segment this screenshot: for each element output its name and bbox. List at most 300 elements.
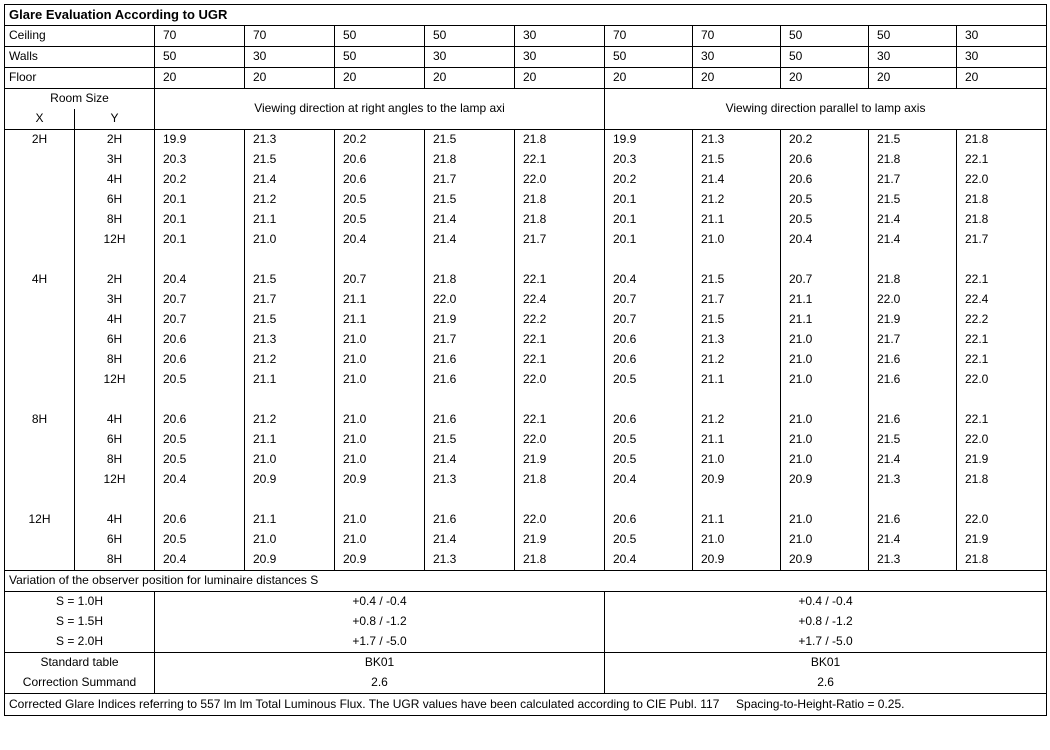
ugr-value: 20.5 xyxy=(605,450,693,470)
ugr-value: 21.0 xyxy=(335,530,425,550)
ugr-value: 20.5 xyxy=(155,430,245,450)
ugr-value: 20.5 xyxy=(605,530,693,550)
y-value: 6H xyxy=(75,530,155,550)
ugr-value: 22.0 xyxy=(515,170,605,190)
x-value-empty xyxy=(5,230,75,250)
ugr-value: 20.6 xyxy=(335,170,425,190)
y-value: 4H xyxy=(75,410,155,430)
table-row xyxy=(5,270,1047,290)
ugr-value: 20.7 xyxy=(605,290,693,310)
ugr-value: 20.5 xyxy=(155,370,245,390)
ugr-value: 21.0 xyxy=(245,530,335,550)
y-value: 3H xyxy=(75,290,155,310)
ceiling-value: 70 xyxy=(605,26,693,47)
ugr-value: 21.8 xyxy=(515,210,605,230)
spacer-cell xyxy=(869,390,957,410)
spacer-cell xyxy=(605,390,693,410)
ugr-value: 21.5 xyxy=(245,150,335,170)
ugr-value: 20.6 xyxy=(335,150,425,170)
ceiling-value: 70 xyxy=(693,26,781,47)
page-title: Glare Evaluation According to UGR xyxy=(5,5,1047,26)
variation-name: S = 1.5H xyxy=(5,612,155,632)
ugr-value: 20.1 xyxy=(155,210,245,230)
y-value: 2H xyxy=(75,130,155,151)
ugr-value: 21.3 xyxy=(869,550,957,571)
ceiling-value: 50 xyxy=(781,26,869,47)
floor-value: 20 xyxy=(781,68,869,89)
ugr-value: 20.4 xyxy=(155,470,245,490)
spacer-cell xyxy=(5,490,75,510)
ugr-value: 22.1 xyxy=(515,330,605,350)
ugr-value: 21.8 xyxy=(957,190,1047,210)
walls-value: 50 xyxy=(335,47,425,68)
ugr-value: 21.4 xyxy=(869,210,957,230)
ugr-value: 20.4 xyxy=(155,550,245,571)
spacer-cell xyxy=(515,490,605,510)
table-row xyxy=(5,170,1047,190)
ugr-value: 21.4 xyxy=(425,230,515,250)
ugr-value: 21.4 xyxy=(869,230,957,250)
section-header-row xyxy=(5,89,1047,110)
spacer-cell xyxy=(957,490,1047,510)
spacer-cell xyxy=(245,390,335,410)
viewing-direction-parallel-header: Viewing direction parallel to lamp axis xyxy=(605,89,1047,130)
ugr-value: 21.0 xyxy=(781,370,869,390)
correction-summand-label: Correction Summand xyxy=(5,673,155,694)
ugr-value: 20.5 xyxy=(155,530,245,550)
ugr-value: 22.1 xyxy=(957,410,1047,430)
ugr-value: 20.2 xyxy=(155,170,245,190)
ugr-value: 20.2 xyxy=(781,130,869,151)
ugr-value: 20.9 xyxy=(335,470,425,490)
ugr-value: 21.4 xyxy=(425,450,515,470)
walls-value: 30 xyxy=(693,47,781,68)
y-value: 8H xyxy=(75,350,155,370)
ugr-value: 20.7 xyxy=(605,310,693,330)
variation-name: S = 1.0H xyxy=(5,592,155,613)
spacer-cell xyxy=(335,250,425,270)
ugr-value: 21.0 xyxy=(693,530,781,550)
floor-value: 20 xyxy=(335,68,425,89)
x-value: 2H xyxy=(5,130,75,151)
reflectance-row-walls xyxy=(5,47,1047,68)
standard-table-left: BK01 xyxy=(155,653,605,674)
ugr-value: 21.3 xyxy=(869,470,957,490)
y-value: 4H xyxy=(75,170,155,190)
ugr-value: 21.1 xyxy=(245,510,335,530)
ugr-value: 20.6 xyxy=(155,410,245,430)
y-value: 8H xyxy=(75,210,155,230)
x-value-empty xyxy=(5,370,75,390)
y-value: 12H xyxy=(75,470,155,490)
ugr-value: 21.4 xyxy=(693,170,781,190)
ugr-value: 22.1 xyxy=(957,330,1047,350)
x-value-empty xyxy=(5,210,75,230)
ugr-value: 21.8 xyxy=(425,270,515,290)
ugr-value: 21.6 xyxy=(869,350,957,370)
ugr-value: 21.0 xyxy=(781,530,869,550)
footer-spacing-ratio: Spacing-to-Height-Ratio = 0.25. xyxy=(736,697,905,712)
floor-value: 20 xyxy=(245,68,335,89)
floor-value: 20 xyxy=(605,68,693,89)
ugr-value: 21.3 xyxy=(245,130,335,151)
spacer-cell xyxy=(693,390,781,410)
ugr-value: 21.5 xyxy=(693,310,781,330)
ugr-value: 22.2 xyxy=(515,310,605,330)
ugr-value: 20.7 xyxy=(781,270,869,290)
ugr-value: 20.4 xyxy=(155,270,245,290)
ugr-value: 22.1 xyxy=(957,150,1047,170)
ugr-value: 22.0 xyxy=(957,370,1047,390)
table-row xyxy=(5,310,1047,330)
footer-note-cell xyxy=(5,694,1047,716)
ugr-value: 21.5 xyxy=(245,310,335,330)
ugr-value: 21.6 xyxy=(869,370,957,390)
standard-table-label: Standard table xyxy=(5,653,155,674)
table-row xyxy=(5,130,1047,151)
ugr-value: 21.8 xyxy=(957,210,1047,230)
ceiling-value: 50 xyxy=(869,26,957,47)
table-row xyxy=(5,510,1047,530)
ugr-value: 21.0 xyxy=(335,430,425,450)
ugr-value: 21.6 xyxy=(869,510,957,530)
ugr-value: 21.4 xyxy=(425,210,515,230)
ugr-value: 22.0 xyxy=(515,510,605,530)
floor-value: 20 xyxy=(693,68,781,89)
ugr-value: 20.4 xyxy=(605,470,693,490)
spacer-cell xyxy=(155,250,245,270)
ugr-value: 21.9 xyxy=(869,310,957,330)
ugr-value: 21.0 xyxy=(245,450,335,470)
spacer-cell xyxy=(75,250,155,270)
table-row xyxy=(5,430,1047,450)
spacer-cell xyxy=(75,390,155,410)
ugr-value: 20.4 xyxy=(781,230,869,250)
ugr-value: 22.0 xyxy=(515,370,605,390)
walls-value: 30 xyxy=(245,47,335,68)
x-value-empty xyxy=(5,330,75,350)
ugr-value: 21.3 xyxy=(425,550,515,571)
spacer-cell xyxy=(75,490,155,510)
x-value-empty xyxy=(5,150,75,170)
spacer-cell xyxy=(781,390,869,410)
ugr-value: 21.8 xyxy=(515,550,605,571)
table-row xyxy=(5,330,1047,350)
ceiling-value: 70 xyxy=(155,26,245,47)
x-value-empty xyxy=(5,550,75,571)
ugr-value: 20.4 xyxy=(605,550,693,571)
ugr-value: 22.1 xyxy=(515,270,605,290)
ugr-table xyxy=(4,4,1047,716)
x-value-empty xyxy=(5,430,75,450)
ugr-value: 22.0 xyxy=(869,290,957,310)
reflectance-row-ceiling xyxy=(5,26,1047,47)
spacer-cell xyxy=(515,390,605,410)
variation-row xyxy=(5,612,1047,632)
ugr-value: 21.2 xyxy=(693,410,781,430)
ugr-value: 21.0 xyxy=(245,230,335,250)
standard-table-row xyxy=(5,653,1047,674)
ugr-value: 20.1 xyxy=(605,210,693,230)
table-row xyxy=(5,150,1047,170)
ugr-value: 21.3 xyxy=(693,130,781,151)
floor-value: 20 xyxy=(515,68,605,89)
ugr-value: 21.1 xyxy=(693,510,781,530)
ugr-value: 21.0 xyxy=(335,450,425,470)
ugr-value: 21.0 xyxy=(693,230,781,250)
x-value: 12H xyxy=(5,510,75,530)
walls-value: 30 xyxy=(425,47,515,68)
ugr-value: 21.6 xyxy=(425,410,515,430)
ugr-value: 22.4 xyxy=(515,290,605,310)
ceiling-value: 30 xyxy=(957,26,1047,47)
ugr-value: 20.1 xyxy=(155,230,245,250)
table-row xyxy=(5,190,1047,210)
ugr-value: 20.6 xyxy=(605,330,693,350)
ugr-value: 20.2 xyxy=(605,170,693,190)
ugr-value: 21.5 xyxy=(869,190,957,210)
ugr-value: 21.5 xyxy=(693,150,781,170)
x-value: 4H xyxy=(5,270,75,290)
ugr-value: 20.6 xyxy=(781,170,869,190)
floor-value: 20 xyxy=(425,68,515,89)
ugr-value: 20.5 xyxy=(605,430,693,450)
ugr-value: 21.5 xyxy=(693,270,781,290)
ugr-value: 20.6 xyxy=(155,510,245,530)
spacer-cell xyxy=(425,490,515,510)
spacer-cell xyxy=(957,390,1047,410)
ugr-value: 21.3 xyxy=(245,330,335,350)
ugr-value: 21.7 xyxy=(425,330,515,350)
ugr-value: 21.1 xyxy=(693,430,781,450)
ugr-value: 21.1 xyxy=(335,310,425,330)
ugr-value: 21.5 xyxy=(869,430,957,450)
spacer-cell xyxy=(781,490,869,510)
walls-value: 30 xyxy=(957,47,1047,68)
table-row xyxy=(5,530,1047,550)
footer-row xyxy=(5,694,1047,716)
spacer-cell xyxy=(155,390,245,410)
ugr-value: 21.1 xyxy=(245,370,335,390)
ugr-value: 21.6 xyxy=(425,370,515,390)
ugr-value: 21.0 xyxy=(781,410,869,430)
ugr-value: 20.1 xyxy=(605,230,693,250)
variation-value-left: +0.4 / -0.4 xyxy=(155,592,605,613)
spacer-cell xyxy=(5,250,75,270)
ugr-value: 19.9 xyxy=(605,130,693,151)
ugr-value: 22.4 xyxy=(957,290,1047,310)
ugr-value: 21.3 xyxy=(693,330,781,350)
ceiling-value: 50 xyxy=(425,26,515,47)
ugr-value: 19.9 xyxy=(155,130,245,151)
ugr-value: 20.6 xyxy=(781,150,869,170)
ugr-value: 21.8 xyxy=(515,190,605,210)
floor-value: 20 xyxy=(957,68,1047,89)
y-value: 6H xyxy=(75,430,155,450)
x-value-empty xyxy=(5,450,75,470)
ugr-value: 21.0 xyxy=(335,370,425,390)
x-value-empty xyxy=(5,170,75,190)
correction-summand-row xyxy=(5,673,1047,694)
ugr-value: 21.8 xyxy=(957,550,1047,571)
ugr-value: 21.2 xyxy=(245,350,335,370)
ugr-value: 21.2 xyxy=(693,190,781,210)
ugr-value: 20.5 xyxy=(335,210,425,230)
ugr-value: 22.1 xyxy=(515,150,605,170)
ugr-value: 21.6 xyxy=(425,510,515,530)
ugr-value: 22.2 xyxy=(957,310,1047,330)
ugr-value: 22.1 xyxy=(957,350,1047,370)
ugr-value: 20.6 xyxy=(155,350,245,370)
x-value-empty xyxy=(5,310,75,330)
ugr-value: 20.9 xyxy=(335,550,425,571)
variation-value-left: +1.7 / -5.0 xyxy=(155,632,605,653)
y-value: 6H xyxy=(75,330,155,350)
variation-value-right: +0.8 / -1.2 xyxy=(605,612,1047,632)
ugr-value: 20.7 xyxy=(335,270,425,290)
ugr-value: 20.1 xyxy=(155,190,245,210)
ugr-value: 20.9 xyxy=(693,550,781,571)
group-spacer xyxy=(5,490,1047,510)
ugr-value: 21.8 xyxy=(869,270,957,290)
variation-value-right: +1.7 / -5.0 xyxy=(605,632,1047,653)
viewing-direction-perpendicular-header: Viewing direction at right angles to the lamp axi xyxy=(155,89,605,130)
table-row xyxy=(5,470,1047,490)
ugr-value: 22.0 xyxy=(957,170,1047,190)
ugr-value: 20.9 xyxy=(245,550,335,571)
ugr-value: 20.5 xyxy=(155,450,245,470)
ugr-value: 20.5 xyxy=(335,190,425,210)
spacer-cell xyxy=(425,390,515,410)
ugr-value: 20.6 xyxy=(155,330,245,350)
ugr-value: 21.0 xyxy=(781,350,869,370)
spacer-cell xyxy=(425,250,515,270)
spacer-cell xyxy=(781,250,869,270)
ugr-value: 22.0 xyxy=(425,290,515,310)
spacer-cell xyxy=(5,390,75,410)
variation-name: S = 2.0H xyxy=(5,632,155,653)
ugr-value: 21.0 xyxy=(335,350,425,370)
standard-table-right: BK01 xyxy=(605,653,1047,674)
floor-value: 20 xyxy=(869,68,957,89)
ugr-value: 20.9 xyxy=(245,470,335,490)
table-row xyxy=(5,370,1047,390)
ugr-value: 21.9 xyxy=(515,530,605,550)
spacer-cell xyxy=(245,490,335,510)
ceiling-value: 30 xyxy=(515,26,605,47)
spacer-cell xyxy=(605,490,693,510)
variation-value-right: +0.4 / -0.4 xyxy=(605,592,1047,613)
ugr-value: 20.5 xyxy=(781,210,869,230)
floor-value: 20 xyxy=(155,68,245,89)
ugr-value: 21.7 xyxy=(245,290,335,310)
ugr-value: 20.4 xyxy=(335,230,425,250)
ugr-value: 22.0 xyxy=(957,430,1047,450)
ugr-value: 21.8 xyxy=(515,470,605,490)
footer-gap xyxy=(719,697,736,711)
ugr-value: 21.6 xyxy=(425,350,515,370)
ugr-value: 21.4 xyxy=(425,530,515,550)
ugr-value: 20.5 xyxy=(781,190,869,210)
ugr-value: 20.9 xyxy=(781,550,869,571)
table-row xyxy=(5,290,1047,310)
walls-value: 30 xyxy=(515,47,605,68)
x-value-empty xyxy=(5,190,75,210)
ugr-value: 21.0 xyxy=(693,450,781,470)
ugr-value: 21.2 xyxy=(245,410,335,430)
variation-heading: Variation of the observer position for luminaire distances S xyxy=(5,571,1047,592)
ugr-value: 22.1 xyxy=(515,410,605,430)
ugr-value: 21.0 xyxy=(335,410,425,430)
spacer-cell xyxy=(869,250,957,270)
group-spacer xyxy=(5,390,1047,410)
ugr-value: 21.1 xyxy=(245,210,335,230)
ugr-value: 21.7 xyxy=(957,230,1047,250)
ugr-value: 21.9 xyxy=(425,310,515,330)
spacer-cell xyxy=(155,490,245,510)
ceiling-value: 50 xyxy=(335,26,425,47)
ugr-value: 22.1 xyxy=(515,350,605,370)
ugr-value: 21.7 xyxy=(869,170,957,190)
y-value: 2H xyxy=(75,270,155,290)
ugr-value: 21.1 xyxy=(693,370,781,390)
y-value: 8H xyxy=(75,450,155,470)
ugr-value: 21.8 xyxy=(515,130,605,151)
ugr-value: 21.8 xyxy=(957,470,1047,490)
x-header: X xyxy=(5,109,75,130)
ugr-value: 21.7 xyxy=(515,230,605,250)
ugr-value: 21.8 xyxy=(425,150,515,170)
ugr-value: 21.7 xyxy=(693,290,781,310)
y-value: 12H xyxy=(75,230,155,250)
ugr-value: 21.0 xyxy=(335,330,425,350)
ugr-value: 22.0 xyxy=(957,510,1047,530)
ugr-value: 20.3 xyxy=(605,150,693,170)
table-row xyxy=(5,230,1047,250)
variation-row xyxy=(5,632,1047,653)
table-row xyxy=(5,350,1047,370)
spacer-cell xyxy=(693,250,781,270)
y-value: 3H xyxy=(75,150,155,170)
table-row xyxy=(5,210,1047,230)
ugr-value: 20.5 xyxy=(605,370,693,390)
ugr-value: 21.0 xyxy=(781,430,869,450)
y-value: 4H xyxy=(75,310,155,330)
spacer-cell xyxy=(335,490,425,510)
ugr-value: 21.1 xyxy=(245,430,335,450)
ugr-value: 22.1 xyxy=(957,270,1047,290)
x-value-empty xyxy=(5,530,75,550)
ugr-value: 21.5 xyxy=(869,130,957,151)
x-value-empty xyxy=(5,350,75,370)
ugr-value: 20.4 xyxy=(605,270,693,290)
correction-summand-right: 2.6 xyxy=(605,673,1047,694)
ugr-value: 21.2 xyxy=(245,190,335,210)
ugr-value: 21.9 xyxy=(957,450,1047,470)
ugr-value: 21.6 xyxy=(869,410,957,430)
ugr-value: 21.5 xyxy=(425,430,515,450)
room-size-header: Room Size xyxy=(5,89,155,110)
walls-value: 50 xyxy=(605,47,693,68)
ugr-value: 21.5 xyxy=(425,130,515,151)
spacer-cell xyxy=(957,250,1047,270)
table-row xyxy=(5,450,1047,470)
ugr-value: 21.5 xyxy=(425,190,515,210)
ugr-value: 22.0 xyxy=(515,430,605,450)
ugr-value: 21.5 xyxy=(245,270,335,290)
ugr-value: 20.2 xyxy=(335,130,425,151)
ugr-value: 21.1 xyxy=(781,290,869,310)
